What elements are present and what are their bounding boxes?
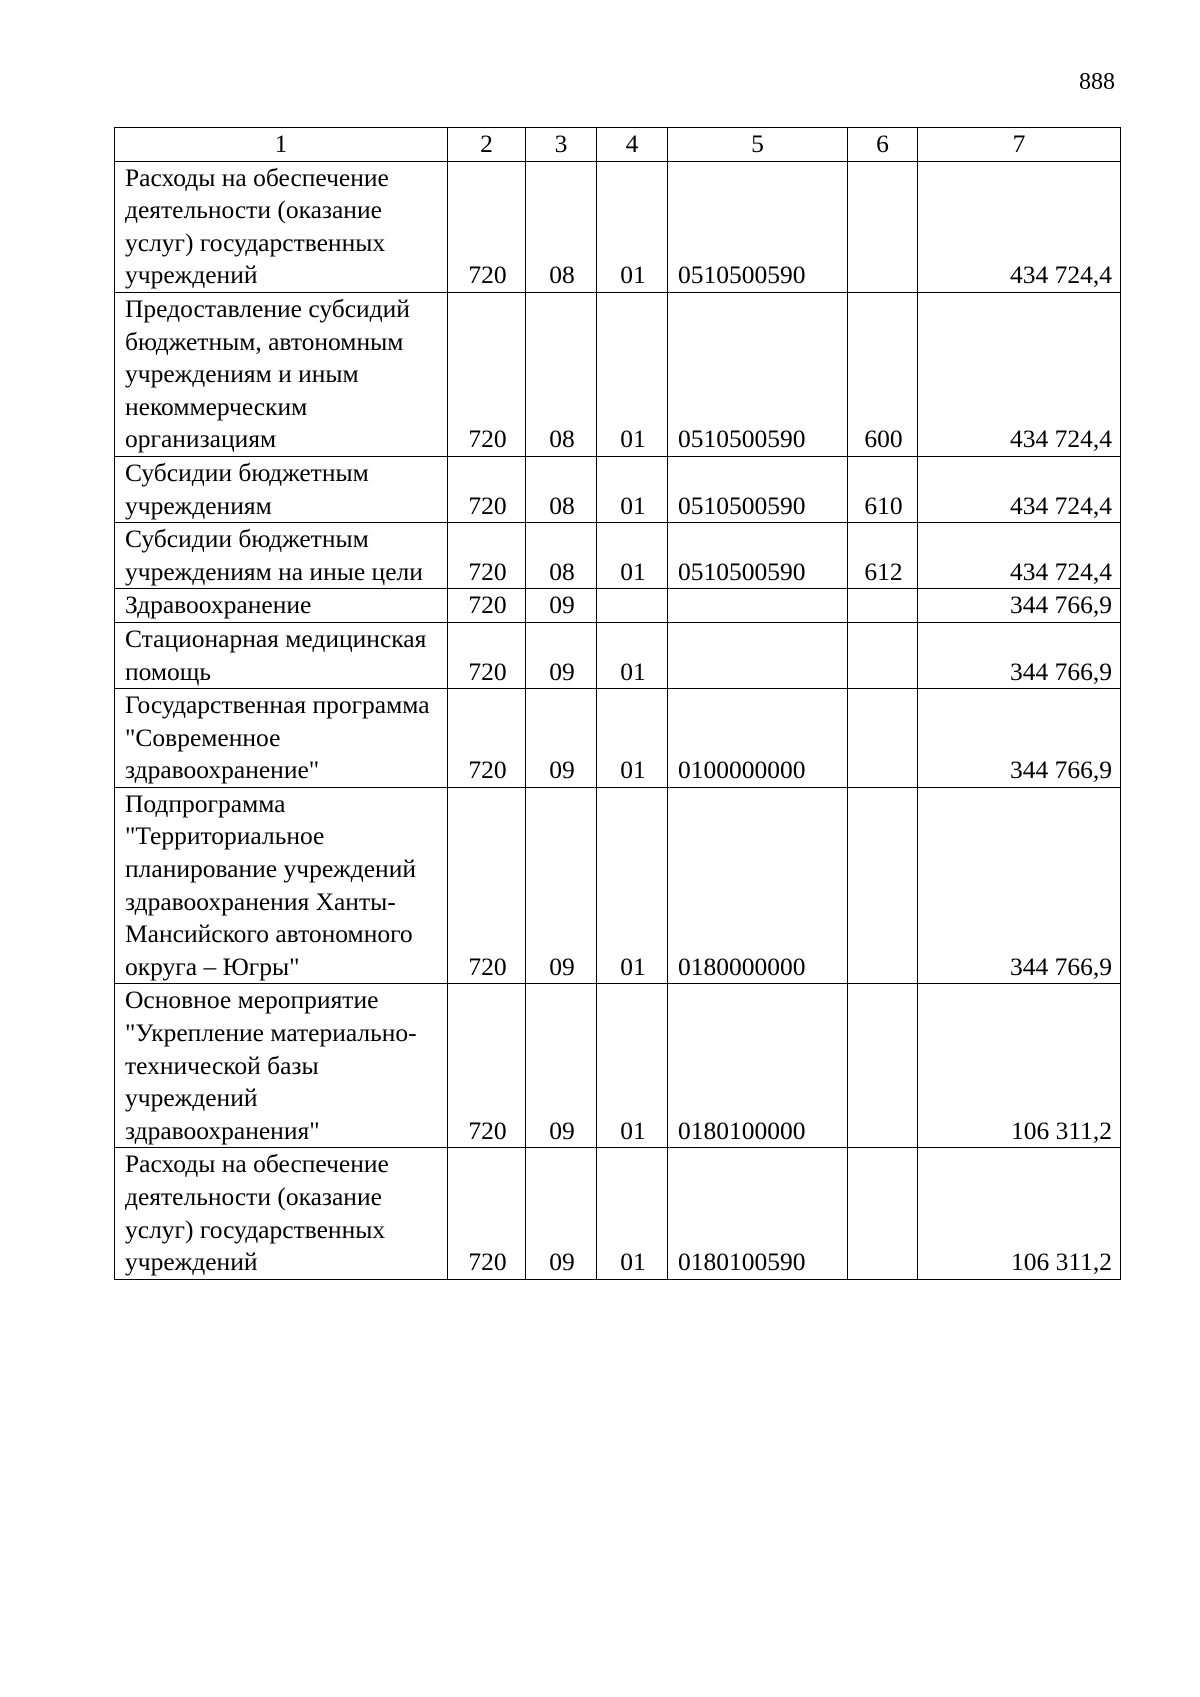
cell-subsection-code: 01 — [597, 689, 668, 788]
cell-expense-type — [848, 689, 918, 788]
cell-section-code: 08 — [526, 161, 597, 292]
cell-amount: 434 724,4 — [918, 161, 1121, 292]
cell-admin-code: 720 — [448, 523, 526, 589]
cell-target-article: 0510500590 — [668, 292, 848, 456]
cell-admin-code: 720 — [448, 689, 526, 788]
cell-admin-code: 720 — [448, 984, 526, 1148]
cell-target-article: 0100000000 — [668, 689, 848, 788]
cell-admin-code: 720 — [448, 161, 526, 292]
cell-name: Государственная программа "Современное здравоохранение" — [115, 689, 448, 788]
cell-expense-type: 610 — [848, 456, 918, 522]
cell-subsection-code: 01 — [597, 456, 668, 522]
cell-expense-type — [848, 161, 918, 292]
cell-section-code: 09 — [526, 589, 597, 623]
column-header: 3 — [526, 128, 597, 162]
cell-subsection-code: 01 — [597, 161, 668, 292]
cell-target-article: 0180100590 — [668, 1148, 848, 1279]
cell-name: Подпрограмма "Территориальное планирование учреждений здравоохранения Ханты-Мансийского автономного округа – Югры" — [115, 787, 448, 984]
cell-amount: 434 724,4 — [918, 523, 1121, 589]
header-row — [115, 128, 1121, 162]
cell-expense-type — [848, 589, 918, 623]
table-row — [115, 523, 1121, 589]
table-row — [115, 622, 1121, 688]
cell-name: Основное мероприятие "Укрепление материально-технической базы учреждений здравоохранения" — [115, 984, 448, 1148]
cell-section-code: 09 — [526, 1148, 597, 1279]
cell-admin-code: 720 — [448, 622, 526, 688]
cell-name: Стационарная медицинская помощь — [115, 622, 448, 688]
cell-subsection-code — [597, 589, 668, 623]
column-header: 2 — [448, 128, 526, 162]
cell-name: Субсидии бюджетным учреждениям — [115, 456, 448, 522]
cell-expense-type — [848, 787, 918, 984]
table-row — [115, 787, 1121, 984]
cell-expense-type — [848, 984, 918, 1148]
column-header: 1 — [115, 128, 448, 162]
cell-section-code: 09 — [526, 787, 597, 984]
cell-name: Здравоохранение — [115, 589, 448, 623]
cell-amount: 106 311,2 — [918, 984, 1121, 1148]
column-header: 5 — [668, 128, 848, 162]
cell-admin-code: 720 — [448, 456, 526, 522]
table-row — [115, 689, 1121, 788]
cell-section-code: 08 — [526, 292, 597, 456]
cell-target-article — [668, 622, 848, 688]
cell-amount: 106 311,2 — [918, 1148, 1121, 1279]
cell-amount: 434 724,4 — [918, 292, 1121, 456]
cell-target-article: 0510500590 — [668, 456, 848, 522]
cell-expense-type: 612 — [848, 523, 918, 589]
cell-target-article: 0180000000 — [668, 787, 848, 984]
cell-admin-code: 720 — [448, 292, 526, 456]
cell-subsection-code: 01 — [597, 292, 668, 456]
cell-section-code: 09 — [526, 622, 597, 688]
cell-name: Субсидии бюджетным учреждениям на иные цели — [115, 523, 448, 589]
cell-amount: 344 766,9 — [918, 689, 1121, 788]
cell-target-article: 0180100000 — [668, 984, 848, 1148]
cell-target-article: 0510500590 — [668, 523, 848, 589]
cell-amount: 344 766,9 — [918, 787, 1121, 984]
cell-subsection-code: 01 — [597, 523, 668, 589]
cell-name: Предоставление субсидий бюджетным, автономным учреждениям и иным некоммерческим организациям — [115, 292, 448, 456]
cell-name: Расходы на обеспечение деятельности (оказание услуг) государственных учреждений — [115, 161, 448, 292]
column-header: 6 — [848, 128, 918, 162]
cell-section-code: 09 — [526, 984, 597, 1148]
budget-table — [114, 127, 1121, 1280]
table-row — [115, 589, 1121, 623]
cell-name: Расходы на обеспечение деятельности (оказание услуг) государственных учреждений — [115, 1148, 448, 1279]
cell-section-code: 08 — [526, 523, 597, 589]
table-body — [115, 161, 1121, 1279]
cell-target-article — [668, 589, 848, 623]
cell-amount: 344 766,9 — [918, 589, 1121, 623]
cell-admin-code: 720 — [448, 589, 526, 623]
column-header: 7 — [918, 128, 1121, 162]
cell-admin-code: 720 — [448, 787, 526, 984]
cell-subsection-code: 01 — [597, 984, 668, 1148]
cell-amount: 344 766,9 — [918, 622, 1121, 688]
column-header: 4 — [597, 128, 668, 162]
cell-expense-type: 600 — [848, 292, 918, 456]
page-number: 888 — [1079, 69, 1115, 95]
cell-section-code: 09 — [526, 689, 597, 788]
table-row — [115, 292, 1121, 456]
cell-target-article: 0510500590 — [668, 161, 848, 292]
cell-amount: 434 724,4 — [918, 456, 1121, 522]
cell-subsection-code: 01 — [597, 622, 668, 688]
cell-subsection-code: 01 — [597, 1148, 668, 1279]
table-row — [115, 456, 1121, 522]
cell-expense-type — [848, 622, 918, 688]
table-row — [115, 161, 1121, 292]
cell-subsection-code: 01 — [597, 787, 668, 984]
cell-section-code: 08 — [526, 456, 597, 522]
cell-admin-code: 720 — [448, 1148, 526, 1279]
table-row — [115, 984, 1121, 1148]
cell-expense-type — [848, 1148, 918, 1279]
table-row — [115, 1148, 1121, 1279]
